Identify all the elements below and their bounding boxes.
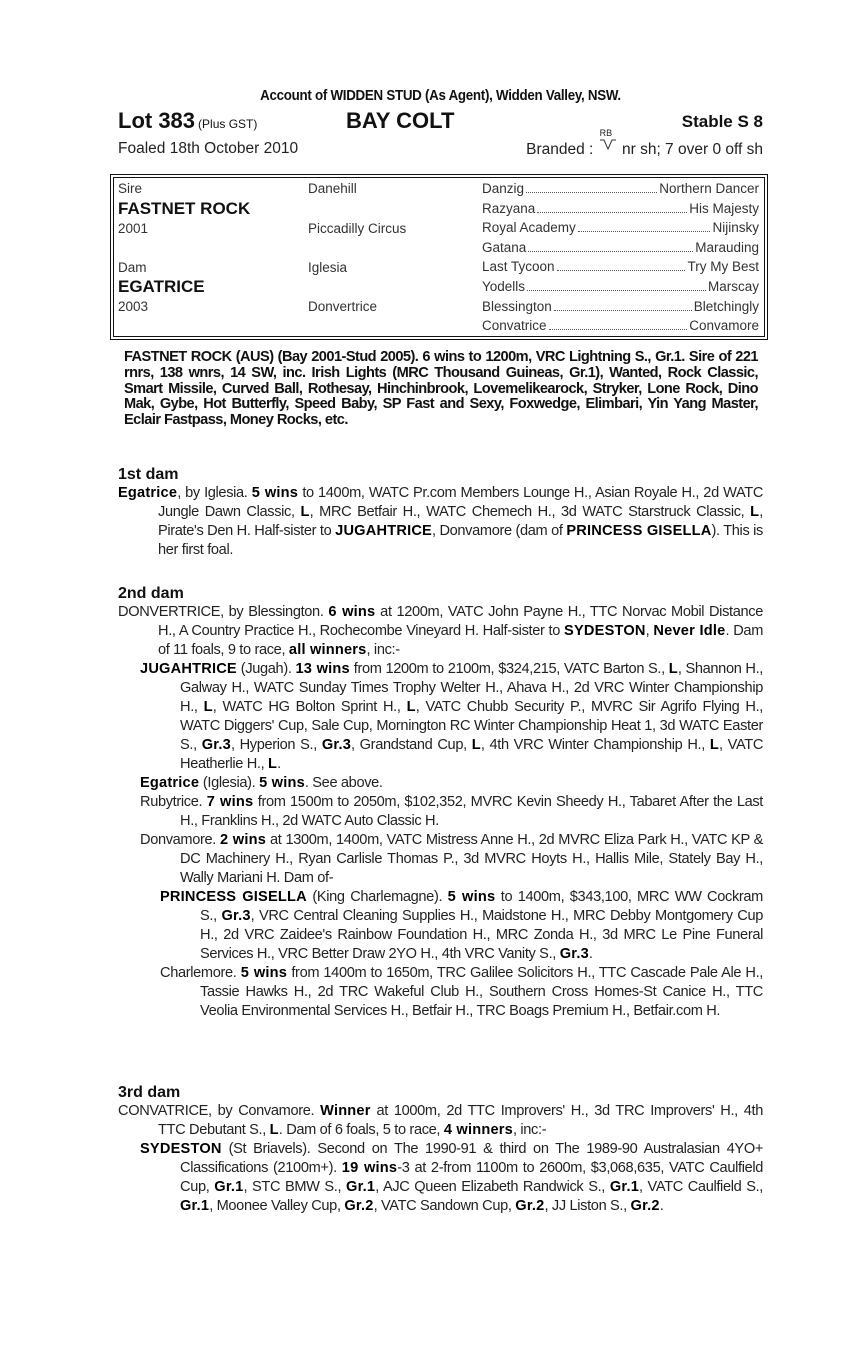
brand-letters: RB xyxy=(599,128,613,138)
entry-highlight: 5 wins xyxy=(240,965,288,981)
entry-text: ). This is her first foal. xyxy=(158,523,763,558)
entry-text: , AJC Queen Elizabeth Randwick S., xyxy=(375,1179,610,1195)
dam-section xyxy=(118,585,763,1021)
pedigree-gen3-row xyxy=(482,199,759,218)
produce-entry xyxy=(118,1102,763,1140)
entry-text: Charlemore. xyxy=(160,965,241,981)
produce-entry xyxy=(118,603,763,660)
entry-text: , Pirate's Den H. Half-sister to xyxy=(158,504,764,539)
entry-text: , JJ Liston S., xyxy=(544,1198,631,1214)
entry-highlight: 2 wins xyxy=(219,832,267,848)
entry-highlight: 7 wins xyxy=(206,794,254,810)
gen3-horse: Yodells xyxy=(482,279,526,294)
entry-highlight: Gr.2 xyxy=(515,1198,545,1214)
gst-note: (Plus GST) xyxy=(198,117,258,131)
entry-text: from 1200m to 2100m, $324,215, VATC Barton S., xyxy=(349,661,669,677)
entry-text: CONVATRICE, by Convamore. xyxy=(118,1103,321,1119)
entry-text: to 1400m, WATC Pr.com Members Lounge H., Asian Royale H., 2d WATC Jungle Dawn Classic, xyxy=(158,485,764,520)
pedigree-gen2: Iglesia xyxy=(308,260,348,275)
entry-text: to 1400m, $343,100, MRC WW Cockram S., xyxy=(200,889,763,924)
entry-text: , VRC Central Cleaning Supplies H., Maidstone H., MRC Debby Montgomery Cup H., 2d VRC Zaidee's Rainbow Foundation H., MRC Zonda H., 3d MRC Le Pine Funeral Services H., VRC Better Draw 2YO H., 4th VRC Vanity S., xyxy=(200,908,763,962)
entry-highlight: Gr.3 xyxy=(559,946,589,962)
leader-dots xyxy=(528,238,693,252)
entry-highlight: all winners xyxy=(288,642,367,658)
gen3-horse: Convatrice xyxy=(482,318,547,334)
lot-number xyxy=(118,108,257,134)
entry-highlight: JUGAHTRICE xyxy=(335,523,432,539)
section-heading: 3rd dam xyxy=(118,1084,181,1101)
foaled-date: Foaled 18th October 2010 xyxy=(118,140,299,157)
gen3-sire: Northern Dancer xyxy=(659,181,759,196)
entry-text: , WATC HG Bolton Sprint H., xyxy=(212,699,407,715)
pedigree-gen3-row xyxy=(482,257,759,276)
entry-highlight: Winner xyxy=(320,1103,371,1119)
sire-label: Sire xyxy=(118,181,143,196)
colour-sex: BAY COLT xyxy=(346,108,455,133)
entry-highlight: JUGAHTRICE xyxy=(140,661,237,677)
pedigree-table xyxy=(113,177,765,337)
brand-mark-icon xyxy=(598,128,618,154)
entry-highlight: Gr.3 xyxy=(321,737,352,753)
pedigree-gen3-row xyxy=(482,277,759,296)
entry-highlight: Never Idle xyxy=(653,623,726,639)
gen3-sire: Convamore xyxy=(689,318,759,334)
entry-text: -3 at 2-from 1100m to 2600m, $3,068,635, VATC Caulfield Cup, xyxy=(180,1160,764,1195)
entry-text: at 1000m, 2d TTC Improvers' H., 3d TRC Improvers' H., 4th TTC Debutant S., xyxy=(158,1103,763,1138)
leader-dots xyxy=(554,297,692,311)
leader-dots xyxy=(527,277,706,291)
entry-text: . Dam of 6 foals, 5 to race, xyxy=(278,1122,444,1138)
entry-highlight: L xyxy=(406,699,416,715)
entry-highlight: 6 wins xyxy=(328,604,376,620)
entry-highlight: 5 wins xyxy=(447,889,496,905)
entry-text: , STC BMW S., xyxy=(243,1179,347,1195)
catalogue-page xyxy=(118,88,764,1214)
entry-highlight: SYDESTON xyxy=(564,623,646,639)
pedigree-gen3-row xyxy=(482,297,759,316)
entry-text: Donvamore. xyxy=(140,832,220,848)
leader-dots xyxy=(557,257,686,271)
gen3-horse: Royal Academy xyxy=(482,220,576,236)
produce-entry xyxy=(118,1140,763,1216)
entry-highlight: Gr.1 xyxy=(346,1179,376,1195)
entry-highlight: L xyxy=(750,504,760,520)
branded-info xyxy=(526,128,763,159)
entry-highlight: PRINCESS GISELLA xyxy=(566,523,712,539)
gen3-horse: Gatana xyxy=(482,239,527,255)
entry-highlight: Gr.1 xyxy=(609,1179,640,1195)
dam-name: EGATRICE xyxy=(118,277,205,296)
entry-highlight: 4 winners xyxy=(443,1122,513,1138)
entry-highlight: Gr.2 xyxy=(630,1198,660,1214)
entry-text: DONVERTRICE, by Blessington. xyxy=(118,604,329,620)
lot-row xyxy=(118,108,763,136)
pedigree-gen2: Danehill xyxy=(308,181,357,196)
entry-text: , by Iglesia. xyxy=(177,485,252,501)
entry-highlight: Gr.3 xyxy=(221,908,251,924)
entry-text: . xyxy=(659,1198,664,1214)
entry-text: , Shannon H., Galway H., WATC Sunday Times Trophy Welter H., Ahava H., 2d VRC Winter Championship H., xyxy=(180,661,764,715)
entry-highlight: L xyxy=(709,737,720,753)
entry-highlight: Egatrice xyxy=(118,485,178,501)
entry-text: , Moonee Valley Cup, xyxy=(209,1198,345,1214)
entry-highlight: 5 wins xyxy=(251,485,299,501)
stable-number: Stable S 8 xyxy=(681,112,763,131)
entry-text: , inc:- xyxy=(512,1122,547,1138)
pedigree-gen2: Donvertrice xyxy=(308,299,378,314)
entry-text: , VATC Sandown Cup, xyxy=(373,1198,516,1214)
entry-highlight: Gr.2 xyxy=(344,1198,374,1214)
dam-section xyxy=(118,466,763,560)
entry-text: . xyxy=(277,756,281,772)
entry-text: , VATC Heatherlie H., xyxy=(180,737,764,772)
entry-text: at 1200m, VATC John Payne H., TTC Norvac Mobil Distance H., A Country Practice H., Rochecombe Vineyard H. Half-sister to xyxy=(158,604,763,639)
gen3-sire: Nijinsky xyxy=(712,220,759,236)
branded-label: Branded : xyxy=(526,141,594,158)
produce-entry xyxy=(118,484,763,560)
entry-text: from 1400m to 1650m, TRC Galilee Solicitors H., TTC Cascade Pale Ale H., Tassie Hawks H., 2d TRC Wakeful Club H., Southern Cross Homes-St Canice H., TTC Veolia Environmental Services H., Betfair H., TRC Boags Premium H., Betfair.com H. xyxy=(200,965,764,1019)
sire-year: 2001 xyxy=(118,221,149,236)
gen3-horse: Razyana xyxy=(482,200,536,216)
entry-highlight: 19 wins xyxy=(341,1160,398,1176)
brand-position: nr sh; 7 over 0 off sh xyxy=(621,141,763,158)
entry-text: , 4th VRC Winter Championship H., xyxy=(480,737,710,753)
produce-entry xyxy=(118,888,763,964)
entry-text: (St Briavels). Second on The 1990-91 & third on The 1989-90 Australasian 4YO+ Classifications (2100m+). xyxy=(180,1141,763,1176)
gen3-sire: His Majesty xyxy=(689,200,759,216)
leader-dots xyxy=(578,218,711,232)
entry-text: , Grandstand Cup, xyxy=(351,737,472,753)
gen3-horse: Danzig xyxy=(482,181,525,196)
section-heading: 2nd dam xyxy=(118,585,184,602)
produce-entry xyxy=(118,964,763,1021)
entry-text: , xyxy=(645,623,654,639)
dam-year: 2003 xyxy=(118,299,149,314)
entry-text: . xyxy=(588,946,593,962)
gen3-sire: Bletchingly xyxy=(693,298,759,314)
entry-text: , Donvamore (dam of xyxy=(432,523,567,539)
leader-dots xyxy=(526,179,657,193)
vendor-account: Account of WIDDEN STUD (As Agent), Widden Valley, NSW. xyxy=(260,88,621,104)
entry-text: (King Charlemagne). xyxy=(306,889,448,905)
pedigree-gen3-row xyxy=(482,238,759,257)
entry-text: , VATC Caulfield S., xyxy=(639,1179,763,1195)
entry-highlight: Gr.1 xyxy=(180,1198,210,1214)
foaled-row xyxy=(118,128,763,162)
sire-name: FASTNET ROCK xyxy=(118,199,251,218)
entry-highlight: L xyxy=(668,661,678,677)
entry-text: , MRC Betfair H., WATC Chemech H., 3d WATC Starstruck Classic, xyxy=(309,504,751,520)
entry-text: (Iglesia). xyxy=(199,775,260,791)
gen3-horse: Last Tycoon xyxy=(482,259,555,275)
entry-text: Rubytrice. xyxy=(140,794,207,810)
gen3-sire: Marauding xyxy=(695,239,759,255)
entry-text: , Hyperion S., xyxy=(230,737,322,753)
entry-highlight: L xyxy=(300,504,310,520)
sire-summary: FASTNET ROCK (AUS) (Bay 2001-Stud 2005). 6 wins to 1200m, VRC Lightning S., Gr.1. Sire of 221 rnrs, 138 wnrs, 14 SW, inc. Irish Lights (MRC Thousand Guineas, Gr.1), Wanted, Rock Classic, Smart Missile, Curved Ball, Rothesay, Hinchinbrook, Lovemelikearock, Stryker, Lone Rock, Dino Mak, Gybe, Hot Butterfly, Speed Baby, SP Fast and Sexy, Foxwedge, Elimbari, Yin Yang Master, Eclair Fastpass, Money Rocks, etc. xyxy=(124,349,758,429)
entry-highlight: Gr.3 xyxy=(201,737,231,753)
entry-highlight: SYDESTON xyxy=(140,1141,222,1157)
dam-section xyxy=(118,1084,763,1216)
produce-entry xyxy=(118,774,763,793)
leader-dots xyxy=(537,199,687,213)
entry-text: from 1500m to 2050m, $102,352, MVRC Kevin Sheedy H., Tabaret After the Last H., Franklins H., 2d WATC Auto Classic H. xyxy=(180,794,764,829)
entry-text: . Dam of 11 foals, 9 to race, xyxy=(158,623,763,658)
produce-entry xyxy=(118,660,763,774)
pedigree-gen3-row xyxy=(482,316,759,335)
lot-label: Lot 383 xyxy=(118,108,196,133)
entry-highlight: 5 wins xyxy=(259,775,305,791)
pedigree-gen2: Piccadilly Circus xyxy=(308,221,407,236)
pedigree-gen3-row xyxy=(482,218,759,237)
entry-text: (Jugah). xyxy=(236,661,296,677)
entry-highlight: Egatrice xyxy=(140,775,200,791)
produce-entry xyxy=(118,793,763,831)
dam-label: Dam xyxy=(118,260,147,275)
leader-dots xyxy=(549,316,688,330)
entry-highlight: L xyxy=(471,737,481,753)
pedigree-gen3-row xyxy=(482,179,759,198)
gen3-sire: Marscay xyxy=(707,279,759,294)
entry-text: at 1300m, 1400m, VATC Mistress Anne H., 2d MVRC Eliza Park H., VATC KP & DC Machinery H., Ryan Carlisle Thomas P., 3d MVRC Hoyts H., Hallis Mile, Stately Bay H., Wally Mariani H. Dam of- xyxy=(180,832,763,886)
gen3-sire: Try My Best xyxy=(687,259,759,275)
entry-highlight: Gr.1 xyxy=(214,1179,244,1195)
gen3-horse: Blessington xyxy=(482,298,552,314)
entry-text: , inc:- xyxy=(366,642,400,658)
entry-highlight: L xyxy=(268,756,278,772)
entry-highlight: L xyxy=(203,699,213,715)
entry-highlight: L xyxy=(269,1122,279,1138)
section-heading: 1st dam xyxy=(118,466,179,483)
entry-highlight: 13 wins xyxy=(295,661,350,677)
entry-highlight: PRINCESS GISELLA xyxy=(160,889,307,905)
entry-text: , VATC Chubb Security P., MVRC Sir Agrifo Flying H., WATC Diggers' Cup, Sale Cup, Mornington RC Winter Championship Heat 1, 3d WATC Easter S., xyxy=(180,699,764,753)
entry-text: . See above. xyxy=(304,775,383,791)
produce-entry xyxy=(118,831,763,888)
